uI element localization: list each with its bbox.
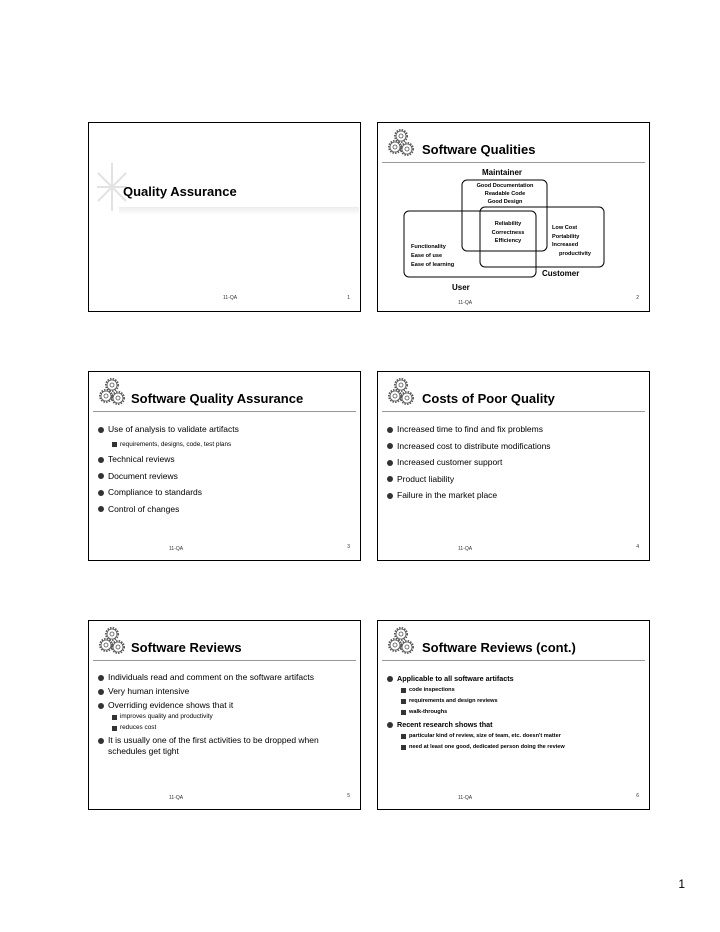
slide-footer: 11-QA — [458, 300, 473, 306]
slide-title: Software Quality Assurance — [131, 391, 304, 406]
gears-icon — [388, 377, 416, 407]
slide-5 — [88, 620, 361, 810]
list-item: Very human intensive — [89, 686, 320, 697]
list-item: walk-throughs — [378, 708, 649, 716]
slide-footer: 11-QA — [458, 546, 473, 552]
list-item: Control of changes — [89, 504, 360, 515]
gears-icon — [99, 626, 127, 656]
bullet-list — [89, 672, 320, 763]
slide-4 — [377, 371, 650, 561]
list-item: Individuals read and comment on the software artifacts — [89, 672, 320, 683]
user-label: User — [452, 283, 470, 292]
list-item: code inspections — [378, 686, 649, 694]
slide-6 — [377, 620, 650, 810]
slide-title: Quality Assurance — [123, 184, 237, 199]
slide-1 — [88, 122, 361, 312]
list-item: Technical reviews — [89, 454, 360, 465]
list-item: Product liability — [378, 474, 649, 485]
maintainer-label: Maintainer — [482, 168, 523, 177]
slide-footer: 11-QA — [223, 295, 238, 301]
user-items: Functionality Ease of use Ease of learning — [411, 244, 455, 268]
list-item: It is usually one of the first activities to be dropped when schedules get tight — [89, 735, 320, 757]
title-rule — [93, 660, 356, 661]
bullet-list — [89, 424, 360, 520]
shared-qualities: Reliability Correctness Efficiency — [491, 221, 525, 244]
list-item: improves quality and productivity — [89, 713, 320, 721]
maintainer-items: Good Documentation Readable Code Good Design — [476, 183, 534, 205]
gears-icon — [99, 377, 127, 407]
page-number: 1 — [678, 877, 685, 891]
slide-title: Costs of Poor Quality — [422, 391, 555, 406]
list-item: Failure in the market place — [378, 490, 649, 501]
slide-number: 6 — [636, 793, 639, 799]
slide-footer: 11-QA — [169, 546, 184, 552]
title-rule — [382, 411, 645, 412]
slide-title: Software Qualities — [422, 142, 536, 157]
list-item: need at least one good, dedicated person doing the review — [378, 743, 649, 751]
slide-footer: 11-QA — [169, 795, 184, 801]
title-underline — [119, 207, 359, 215]
list-item: Compliance to standards — [89, 487, 360, 498]
list-item: Recent research shows that — [378, 719, 649, 730]
list-item: Increased time to find and fix problems — [378, 424, 649, 435]
venn-diagram — [378, 123, 651, 313]
bullet-list — [378, 424, 649, 507]
slide-number: 4 — [636, 544, 639, 550]
list-item: particular kind of review, size of team, etc. doesn't matter — [378, 732, 649, 740]
title-rule — [93, 411, 356, 412]
list-item: reduces cost — [89, 724, 320, 732]
list-item: Applicable to all software artifacts — [378, 673, 649, 684]
slide-2 — [377, 122, 650, 312]
list-item: Increased cost to distribute modifications — [378, 441, 649, 452]
customer-items: Low Cost Portability Increased productivity — [552, 225, 592, 257]
slide-number: 2 — [636, 295, 639, 301]
list-item: Document reviews — [89, 471, 360, 482]
list-item: Increased customer support — [378, 457, 649, 468]
slide-number: 5 — [347, 793, 350, 799]
gears-icon — [388, 626, 416, 656]
bullet-list — [378, 673, 649, 754]
slide-title: Software Reviews (cont.) — [422, 640, 576, 655]
slide-number: 1 — [347, 295, 350, 301]
slide-3 — [88, 371, 361, 561]
list-item: requirements, designs, code, test plans — [89, 441, 360, 449]
slide-footer: 11-QA — [458, 795, 473, 801]
list-item: Use of analysis to validate artifacts — [89, 424, 360, 435]
list-item: Overriding evidence shows that it — [89, 700, 320, 711]
list-item: requirements and design reviews — [378, 697, 649, 705]
slide-number: 3 — [347, 544, 350, 550]
customer-label: Customer — [542, 269, 580, 278]
slide-title: Software Reviews — [131, 640, 242, 655]
title-rule — [382, 660, 645, 661]
